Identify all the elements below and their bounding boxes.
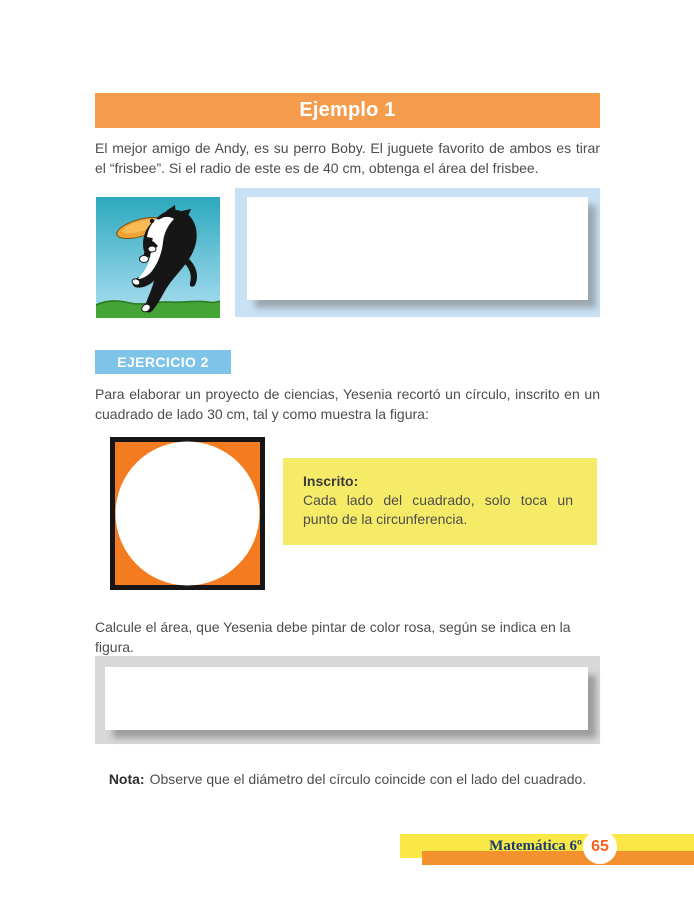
nota-text: Observe que el diámetro del círculo coincide con el lado del cuadrado. — [149, 771, 587, 787]
example-answer-panel — [235, 188, 600, 317]
nota-line — [95, 769, 600, 789]
exercise-paragraph: Para elaborar un proyecto de ciencias, Yesenia recortó un círculo, inscrito en un cuadrado de lado 30 cm, tal y como muestra la figura: — [95, 386, 600, 422]
page-number-badge — [583, 830, 617, 864]
example-banner: Ejemplo 1 — [95, 93, 600, 128]
note-title: Inscrito: — [303, 473, 359, 489]
inscribed-circle-figure — [110, 437, 265, 590]
inscribed-circle-svg — [110, 437, 265, 590]
calculate-paragraph: Calcule el área, que Yesenia debe pintar de color rosa, según se indica en la figura. — [95, 619, 571, 655]
inscribed-definition-note — [283, 458, 597, 545]
footer-subject: Matemática 6º — [489, 838, 582, 854]
exercise-answer-card — [105, 667, 588, 730]
exercise-2-label: EJERCICIO 2 — [95, 350, 231, 374]
exercise-answer-panel — [95, 656, 600, 744]
nota-label: Nota: — [108, 771, 145, 787]
note-text: Cada lado del cuadrado, solo toca un punto de la circunferencia. — [303, 492, 573, 527]
page-number: 65 — [591, 838, 609, 855]
example-answer-card — [247, 197, 588, 300]
dog-frisbee-svg — [96, 197, 220, 318]
dog-frisbee-illustration — [96, 197, 220, 318]
example-paragraph: El mejor amigo de Andy, es su perro Boby. El juguete favorito de ambos es tirar el “frisbee”. Si el radio de este es de 40 cm, obtenga el área del frisbee. — [95, 140, 600, 176]
